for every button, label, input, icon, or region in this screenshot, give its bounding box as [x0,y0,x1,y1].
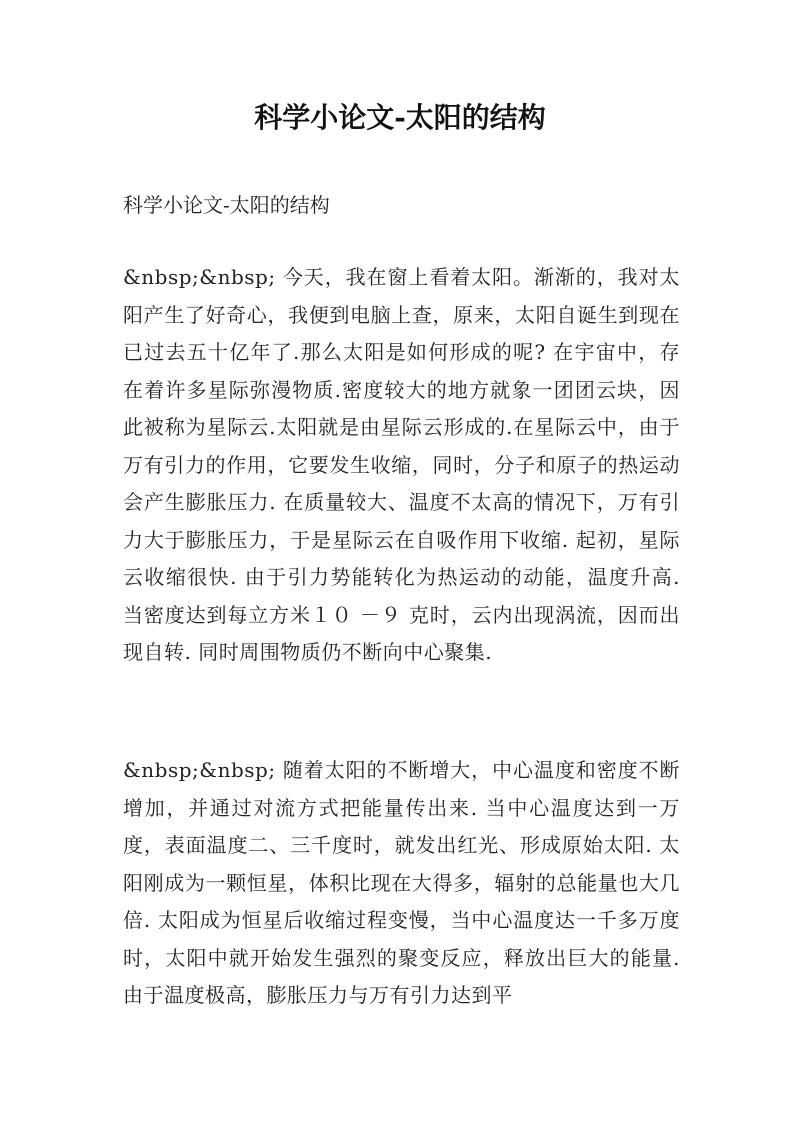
page-title: 科学小论文-太阳的结构 [254,101,546,134]
document-subtitle: 科学小论文-太阳的结构 [123,193,330,217]
body-paragraph: &nbsp;&nbsp; 今天，我在窗上看着太阳。渐渐的，我对太阳产生了好奇心，我便到电脑上查，原来，太阳自诞生到现在已过去五十亿年了.那么太阳是如何形成的呢? 在宇宙中，存在着许多星际弥漫物质.密度较大的地方就象一团团云块，因此被称为星际云.太阳就是由星际云形成的.在星际云中，由于万有引力的作用，它要发生收缩，同时，分子和原子的热运动会产生膨胀压力. 在质量较大、温度不太高的情况下，万有引力大于膨胀压力，于是星际云在自吸作用下收缩. 起初，星际云收缩很快. 由于引力势能转化为热运动的动能，温度升高. 当密度达到每立方米１０ －９ 克时，云内出现涡流，因而出现自转. 同时周围物质仍不断向中心聚集. [123,265,680,664]
body-paragraph: &nbsp;&nbsp; 随着太阳的不断增大，中心温度和密度不断增加，并通过对流方式把能量传出来. 当中心温度达到一万度，表面温度二、三千度时，就发出红光、形成原始太阳. 太阳刚成为一颗恒星，体积比现在大得多，辐射的总能量也大几倍. 太阳成为恒星后收缩过程变慢，当中心温度达一千多万度时，太阳中就开始发生强烈的聚变反应，释放出巨大的能量. 由于温度极高，膨胀压力与万有引力达到平 [123,758,680,1007]
